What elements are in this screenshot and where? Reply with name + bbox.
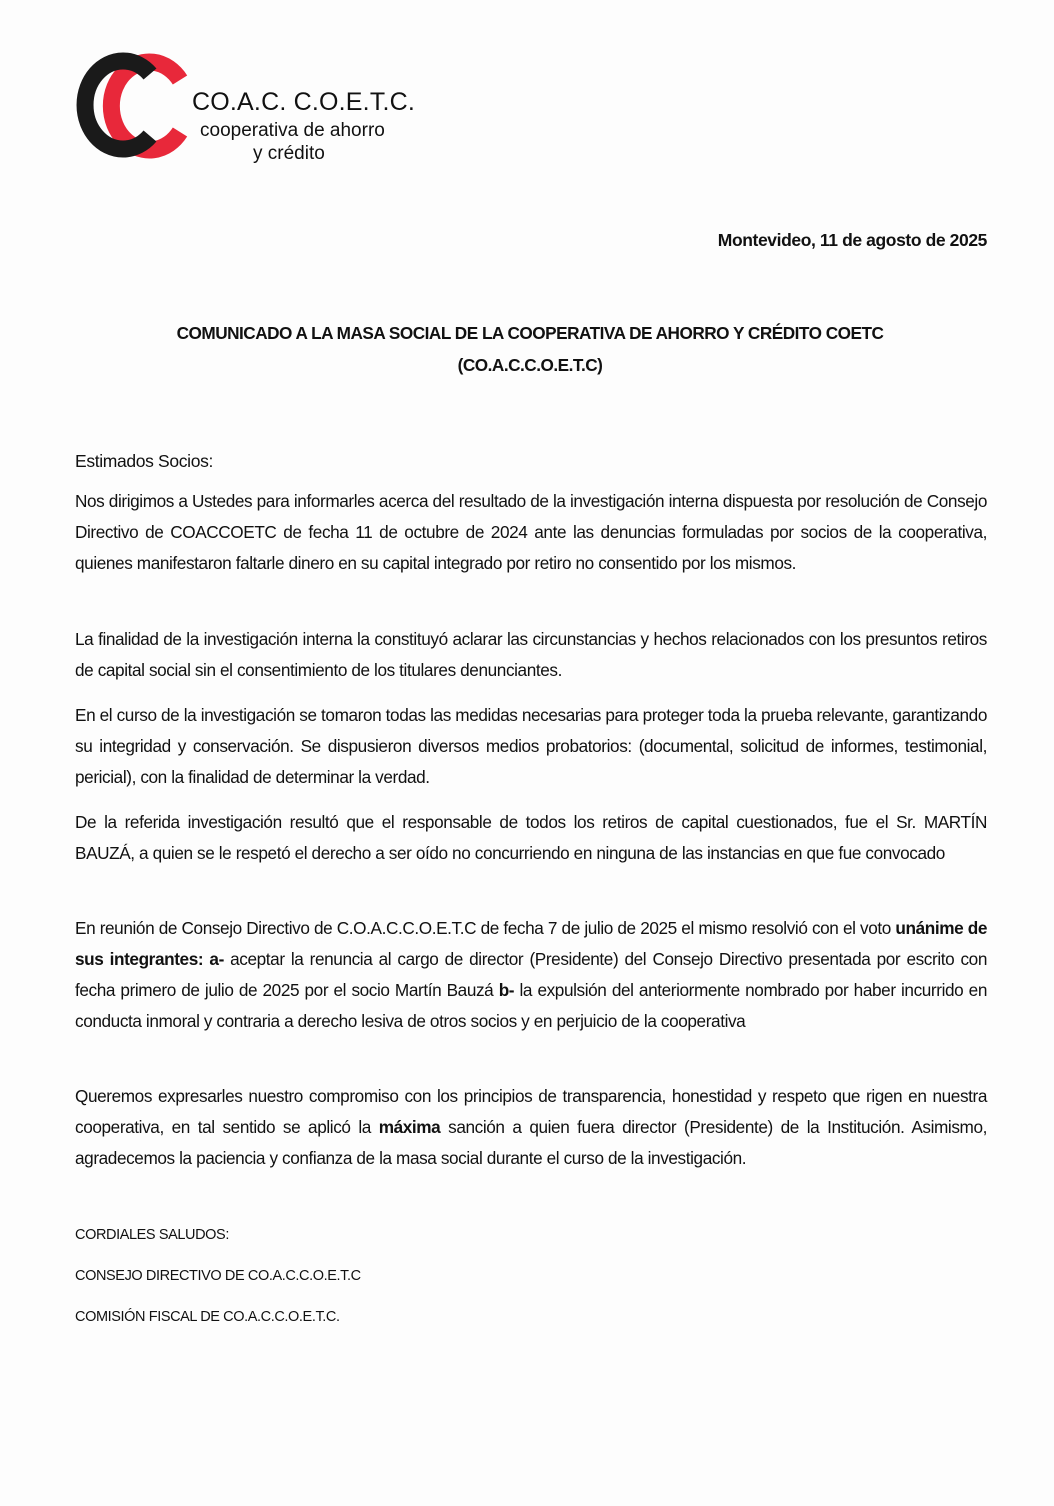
- bold-text-run: b-: [498, 980, 515, 1000]
- paragraph-investigation-measures: En el curso de la investigación se tomaron todas las medidas necesarias para proteger toda la prueba relevante, garantizando su integridad y conservación. Se dispusieron diversos medios probatorios: (documental, solicitud de informes, testimonial, pericial), con la finalidad de determinar la verdad.: [75, 705, 987, 787]
- text-run: la expulsión del anteriormente nombrado por haber incurrido en conducta inmoral y contraria a derecho lesiva de otros socios y en perjuicio de la cooperativa: [75, 980, 987, 1031]
- bold-text-run: unánime de sus integrantes: a-: [75, 918, 987, 969]
- document-title-acronym: (CO.A.C.C.O.E.T.C): [457, 355, 603, 375]
- paragraph-investigation-purpose: La finalidad de la investigación interna la constituyó aclarar las circunstancias y hechos relacionados con los presuntos retiros de capital social sin el consentimiento de los titulares denunciantes.: [75, 629, 987, 680]
- org-subtitle-line2: y crédito: [253, 143, 325, 164]
- text-run: En reunión de Consejo Directivo de C.O.A.C.C.O.E.T.C de fecha 7 de julio de 2025 el mismo resolvió con el voto: [75, 918, 896, 938]
- org-name: CO.A.C. C.O.E.T.C.: [192, 88, 416, 116]
- paragraph-board-resolution: [75, 913, 987, 1037]
- document-title: COMUNICADO A LA MASA SOCIAL DE LA COOPERATIVA DE AHORRO Y CRÉDITO COETC: [176, 323, 884, 343]
- text-run: Queremos expresarles nuestro compromiso con los principios de transparencia, honestidad y respeto que rigen en nuestra cooperativa, en tal sentido se aplicó la: [75, 1086, 987, 1137]
- paragraph-investigation-intro: Nos dirigimos a Ustedes para informarles acerca del resultado de la investigación interna dispuesta por resolución de Consejo Directivo de COACCOETC de fecha 11 de octubre de 2024 ante las denuncias formuladas por socios de la cooperativa, quienes manifestaron faltarle dinero en su capital integrado por retiro no consentido por los mismos.: [75, 491, 987, 573]
- paragraph-investigation-result: De la referida investigación resultó que el responsable de todos los retiros de capital cuestionados, fue el Sr. MARTÍN BAUZÁ, a quien se le respetó el derecho a ser oído no concurriendo en ninguna de las instancias en que fue convocado: [75, 812, 987, 863]
- double-c-logo-icon: [72, 50, 197, 160]
- signatory-board: CONSEJO DIRECTIVO DE CO.A.C.C.O.E.T.C: [75, 1268, 361, 1284]
- greeting: Estimados Socios:: [75, 451, 213, 471]
- org-subtitle-line1: cooperativa de ahorro: [200, 120, 385, 141]
- paragraph-commitment: [75, 1081, 987, 1174]
- bold-text-run: máxima: [378, 1117, 441, 1137]
- text-run: sanción a quien fuera director (Presidente) de la Institución. Asimismo, agradecemos la paciencia y confianza de la masa social durante el curso de la investigación.: [75, 1117, 987, 1168]
- letterhead: [72, 50, 432, 170]
- closing-salutation: CORDIALES SALUDOS:: [75, 1227, 229, 1243]
- text-run: aceptar la renuncia al cargo de director (Presidente) del Consejo Directivo presentada por escrito con fecha primero de julio de 2025 por el socio Martín Bauzá: [75, 949, 988, 1000]
- letter-date: Montevideo, 11 de agosto de 2025: [717, 230, 987, 250]
- signatory-fiscal-commission: COMISIÓN FISCAL DE CO.A.C.C.O.E.T.C.: [75, 1309, 340, 1325]
